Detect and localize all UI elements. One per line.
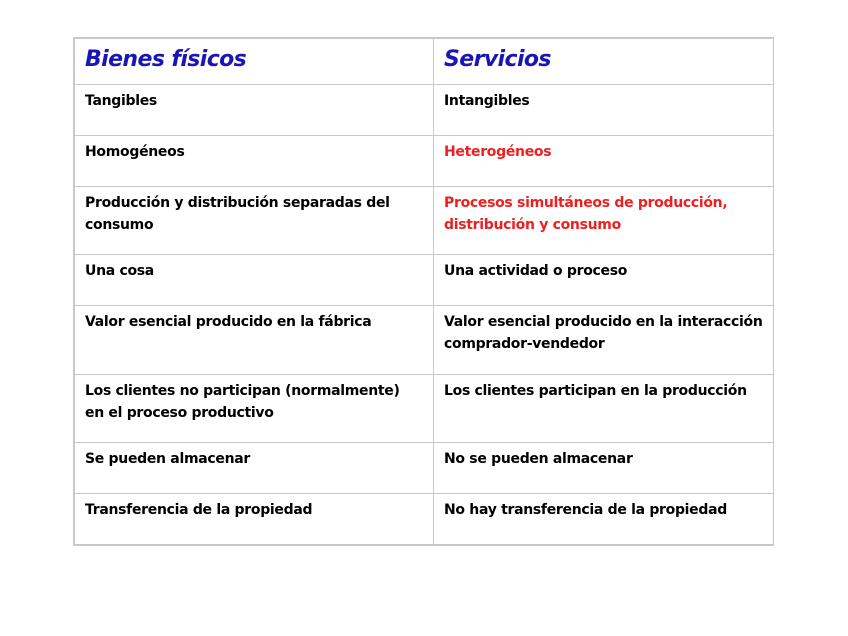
table-row — [75, 136, 774, 187]
table-row — [75, 374, 774, 442]
table-row — [75, 493, 774, 544]
table-row — [75, 306, 774, 374]
services-cell: Intangibles — [434, 85, 774, 136]
services-cell: Los clientes participan en la producción — [434, 374, 774, 442]
services-cell-highlighted: Heterogéneos — [434, 136, 774, 187]
goods-cell: Producción y distribución separadas del consumo — [75, 187, 434, 255]
table-row — [75, 255, 774, 306]
goods-cell: Transferencia de la propiedad — [75, 493, 434, 544]
comparison-table-container — [73, 37, 774, 546]
goods-cell: Tangibles — [75, 85, 434, 136]
header-goods: Bienes físicos — [75, 39, 434, 85]
goods-cell: Los clientes no participan (normalmente) en el proceso productivo — [75, 374, 434, 442]
goods-cell: Valor esencial producido en la fábrica — [75, 306, 434, 374]
table-header-row — [75, 39, 774, 85]
goods-cell: Una cosa — [75, 255, 434, 306]
table-row — [75, 442, 774, 493]
goods-vs-services-table — [74, 38, 774, 545]
goods-cell: Se pueden almacenar — [75, 442, 434, 493]
services-cell: No hay transferencia de la propiedad — [434, 493, 774, 544]
services-cell-highlighted: Procesos simultáneos de producción, distribución y consumo — [434, 187, 774, 255]
goods-cell: Homogéneos — [75, 136, 434, 187]
table-row — [75, 85, 774, 136]
table-row — [75, 187, 774, 255]
services-cell: Una actividad o proceso — [434, 255, 774, 306]
header-services: Servicios — [434, 39, 774, 85]
services-cell: No se pueden almacenar — [434, 442, 774, 493]
services-cell: Valor esencial producido en la interacción comprador-vendedor — [434, 306, 774, 374]
